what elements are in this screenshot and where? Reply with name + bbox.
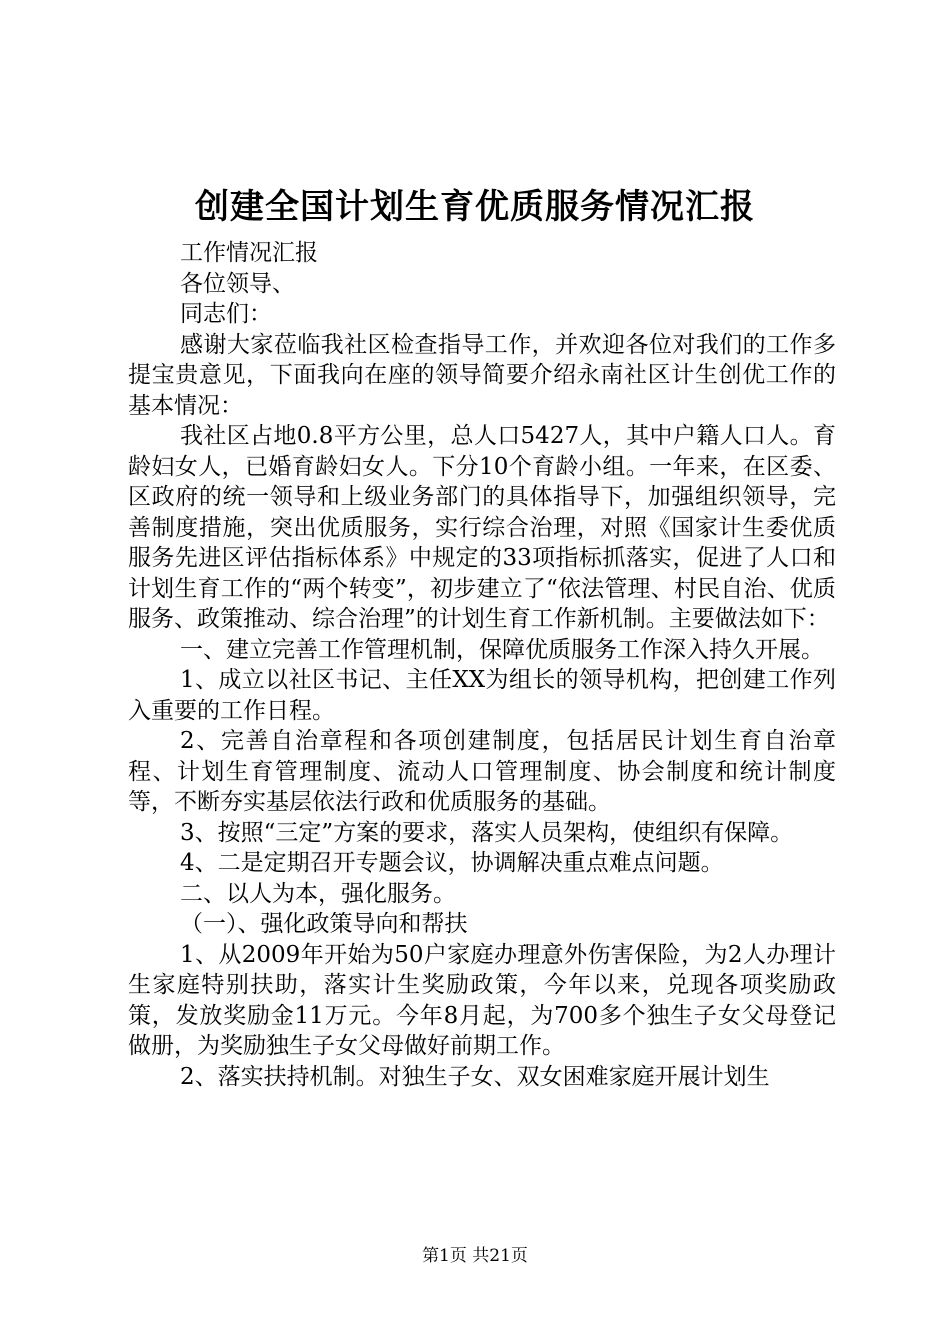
paragraph: 感谢大家莅临我社区检查指导工作，并欢迎各位对我们的工作多提宝贵意见，下面我向在座的领导简要介绍永南社区计生创优工作的基本情况： <box>128 331 836 419</box>
paragraph: （一）、强化政策导向和帮扶 <box>180 911 468 937</box>
paragraph: 2、落实扶持机制。对独生子女、双女困难家庭开展计划生 <box>180 1063 770 1090</box>
paragraph: 1、成立以社区书记、主任XX为组长的领导机构，把创建工作列入重要的工作日程。 <box>128 667 836 724</box>
paragraph: 2、完善自治章程和各项创建制度，包括居民计划生育自治章程、计划生育管理制度、流动人口管理制度、协会制度和统计制度等，不断夯实基层依法行政和优质服务的基础。 <box>128 728 836 815</box>
paragraph: 工作情况汇报 <box>180 240 318 266</box>
page-footer: 第1页 共21页 <box>422 1246 528 1266</box>
paragraph: 同志们： <box>180 301 272 327</box>
paragraph: 3、按照“三定”方案的要求，落实人员架构，使组织有保障。 <box>180 819 794 846</box>
paragraph: 一、建立完善工作管理机制，保障优质服务工作深入持久开展。 <box>180 636 824 663</box>
paragraph: 1、从2009年开始为50户家庭办理意外伤害保险，为2人办理计生家庭特别扶助，落实计生奖励政策，今年以来，兑现各项奖励政策，发放奖励金11万元。今年8月起，为700多个独生子女父母登记做册，为奖励独生子女父母做好前期工作。 <box>128 941 836 1059</box>
document-title: 创建全国计划生育优质服务情况汇报 <box>195 187 755 227</box>
paragraph: 二、以人为本，强化服务。 <box>180 880 456 907</box>
document-body <box>128 238 836 1092</box>
paragraph: 各位领导、 <box>180 270 295 297</box>
paragraph: 我社区占地0.8平方公里，总人口5427人，其中户籍人口人。育龄妇女人，已婚育龄妇女人。下分10个育龄小组。一年来，在区委、区政府的统一领导和上级业务部门的具体指导下，加强组织领导，完善制度措施，突出优质服务，实行综合治理，对照《国家计生委优质服务先进区评估指标体系》中规定的33项指标抓落实，促进了人口和计划生育工作的“两个转变”，初步建立了“依法管理、村民自治、优质服务、政策推动、综合治理”的计划生育工作新机制。主要做法如下： <box>128 423 836 632</box>
paragraph: 4、二是定期召开专题会议，协调解决重点难点问题。 <box>180 850 724 876</box>
